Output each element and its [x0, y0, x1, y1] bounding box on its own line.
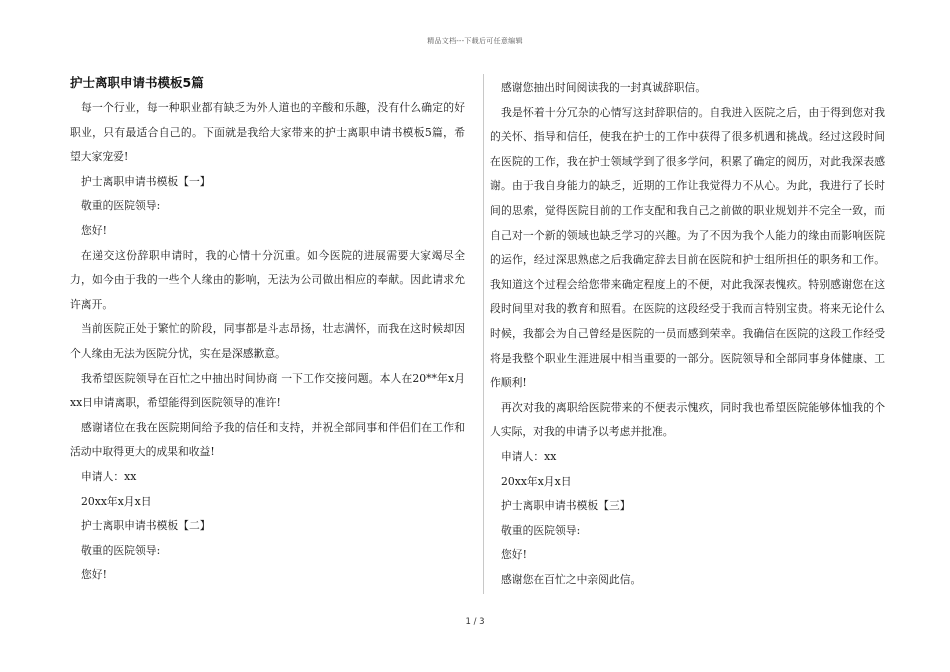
paragraph: 感谢诸位在我在医院期间给予我的信任和支持，并祝全部同事和伴侣们在工作和活动中取得更大的成果和收益!: [70, 420, 465, 459]
paragraph: 再次对我的离职给医院带来的不便表示愧疚，同时我也希望医院能够体恤我的个人实际，对我的申请予以考虑并批准。: [490, 400, 885, 439]
section-heading: 护士离职申请书模板【二】: [81, 519, 211, 533]
document-title: 护士离职申请书模板5篇: [70, 75, 204, 90]
salutation: 敬重的医院领导:: [81, 543, 161, 557]
salutation: 敬重的医院领导:: [501, 523, 581, 537]
date-line: 20xx年x月x日: [501, 474, 572, 488]
applicant-line: 申请人：xx: [81, 469, 137, 483]
paragraph: 我希望医院领导在百忙之中抽出时间协商 一下工作交接问题。本人在20**年x月xx日申请离职，希望能得到医院领导的准许!: [70, 371, 465, 410]
applicant-line: 申请人：xx: [501, 449, 557, 463]
paragraph: 感谢您在百忙之中亲阅此信。: [501, 572, 642, 586]
section-heading: 护士离职申请书模板【三】: [501, 499, 631, 513]
date-line: 20xx年x月x日: [81, 494, 152, 508]
page-number: 1 / 3: [465, 617, 485, 627]
greeting: 您好!: [81, 568, 107, 582]
right-column: [490, 76, 885, 592]
paragraph: 在递交这份辞职申请时，我的心情十分沉重。如今医院的进展需要大家竭尽全力，如今由于我的一些个人缘由的影响，无法为公司做出相应的奉献。因此请求允许离开。: [70, 248, 465, 311]
left-column: [70, 76, 465, 588]
page-header: 精品文档---下载后可任意编辑: [427, 37, 523, 45]
greeting: 您好!: [81, 223, 107, 237]
paragraph: 感谢您抽出时间阅读我的一封真诚辞职信。: [501, 81, 707, 94]
column-divider: [483, 74, 484, 594]
section-heading: 护士离职申请书模板【一】: [81, 174, 211, 188]
greeting: 您好!: [501, 548, 527, 562]
paragraph: 我是怀着十分冗杂的心情写这封辞职信的。自我进入医院之后，由于得到您对我的关怀、指导和信任，使我在护士的工作中获得了很多机遇和挑战。经过这段时间在医院的工作，我在护士领域学到了很多学问，积累了确定的阅历，对此我深表感谢。由于我自身能力的缺乏，近期的工作让我觉得力不从心。为此，我进行了长时间的思索，觉得医院目前的工作支配和我自己之前做的职业规划并不完全一致，而自己对一个新的领域也缺乏学习的兴趣。为了不因为我个人能力的缘由而影响医院的运作，经过深思熟虑之后我确定辞去目前在医院和护士组所担任的职务和工作。我知道这个过程会给您带来确定程度上的不便，对此我深表愧疚。特别感谢您在这段时间里对我的教育和照看。在医院的这段经受于我而言特别宝贵。将来无论什么时候，我都会为自己曾经是医院的一员而感到荣幸。我确信在医院的这段工作经受将是我整个职业生涯进展中相当重要的一部分。医院领导和全部同事身体健康、工作顺利!: [490, 105, 885, 390]
paragraph: 每一个行业，每一种职业都有缺乏为外人道也的辛酸和乐趣，没有什么确定的好职业，只有最适合自己的。下面就是我给大家带来的护士离职申请书模板5篇，希望大家宠爱!: [70, 101, 465, 164]
salutation: 敬重的医院领导:: [81, 199, 161, 213]
paragraph: 当前医院正处于繁忙的阶段，同事都是斗志昂扬，壮志满怀，而我在这时候却因个人缘由无法为医院分忧，实在是深感歉意。: [70, 322, 465, 360]
